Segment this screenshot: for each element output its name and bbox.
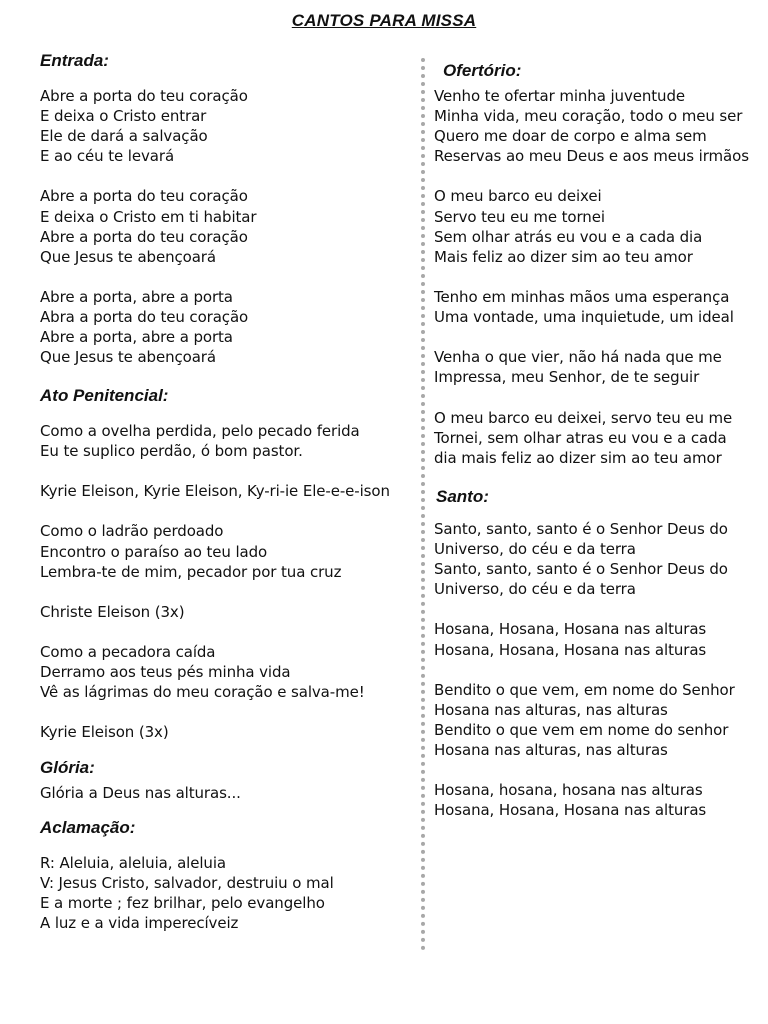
stanza-break [40, 501, 390, 521]
lyric-line: Lembra-te de mim, pecador por tua cruz [40, 562, 342, 581]
lyric-line: Ele de dará a salvação [40, 127, 208, 146]
lyrics-ofertorio [434, 86, 749, 468]
lyric-line: Christe Eleison (3x) [40, 602, 185, 621]
lyric-line: dia mais feliz ao dizer sim ao teu amor [434, 448, 722, 467]
lyric-line: Que Jesus te abençoará [40, 247, 216, 266]
lyric-line: V: Jesus Cristo, salvador, destruiu o mal [40, 874, 334, 893]
lyric-line: E ao céu te levará [40, 147, 175, 166]
lyric-line: Hosana nas alturas, nas alturas [434, 741, 668, 760]
lyric-line: Bendito o que vem em nome do senhor [434, 720, 729, 739]
lyrics-ato-penitencial [40, 421, 390, 743]
section-heading-ato-penitencial: Ato Penitencial: [40, 386, 169, 405]
lyric-line: Bendito o que vem, em nome do Senhor [434, 680, 735, 699]
stanza-break [40, 166, 256, 186]
lyric-line: Abre a porta do teu coração [40, 87, 248, 105]
lyric-line: Kyrie Eleison, Kyrie Eleison, Ky-ri-ie Ele-e-e-ison [40, 482, 390, 501]
stanza-break [40, 582, 390, 602]
lyric-line: Derramo aos teus pés minha vida [40, 663, 291, 682]
stanza-break [434, 267, 749, 287]
lyric-line: Servo teu eu me tornei [434, 207, 605, 226]
lyric-line: A luz e a vida imperecíveiz [40, 914, 239, 933]
lyric-line: Abre a porta, abre a porta [40, 287, 233, 306]
lyric-line: Universo, do céu e da terra [434, 540, 636, 559]
lyrics-gloria [40, 783, 241, 803]
section-heading-santo: Santo: [436, 487, 489, 506]
lyric-line: Reservas ao meu Deus e aos meus irmãos [434, 147, 749, 166]
lyric-line: Venho te ofertar minha juventude [434, 87, 686, 105]
lyric-line: Impressa, meu Senhor, de te seguir [434, 368, 700, 387]
lyric-line: Minha vida, meu coração, todo o meu ser [434, 107, 743, 126]
lyric-line: Que Jesus te abençoará [40, 348, 216, 367]
stanza-break [40, 622, 390, 642]
lyric-line: Como a pecadora caída [40, 643, 216, 662]
lyric-line: Quero me doar de corpo e alma sem [434, 127, 707, 146]
lyric-line: Abra a porta do teu coração [40, 308, 249, 327]
lyric-line: Hosana, Hosana, Hosana nas alturas [434, 640, 707, 659]
lyric-line: Universo, do céu e da terra [434, 580, 636, 599]
section-heading-entrada: Entrada: [40, 51, 109, 70]
lyric-line: Santo, santo, santo é o Senhor Deus do [434, 560, 728, 579]
stanza-break [434, 166, 749, 186]
stanza-break [434, 660, 735, 680]
stanza-break [434, 327, 749, 347]
lyric-line: E a morte ; fez brilhar, pelo evangelho [40, 894, 325, 913]
stanza-break [40, 267, 256, 287]
lyric-line: O meu barco eu deixei, servo teu eu me [434, 408, 733, 427]
lyric-line: Hosana, Hosana, Hosana nas alturas [434, 620, 707, 639]
lyrics-aclamacao [40, 853, 334, 933]
lyric-line: Tenho em minhas mãos uma esperança [434, 287, 730, 306]
lyric-line: Abre a porta, abre a porta [40, 328, 233, 347]
lyric-line: Hosana, hosana, hosana nas alturas [434, 781, 703, 800]
lyric-line: Tornei, sem olhar atras eu vou e a cada [434, 428, 727, 447]
stanza-break [434, 387, 749, 407]
lyric-line: E deixa o Cristo em ti habitar [40, 207, 257, 226]
lyric-line: Como a ovelha perdida, pelo pecado ferida [40, 422, 360, 440]
lyric-line: Mais feliz ao dizer sim ao teu amor [434, 247, 693, 266]
column-divider [421, 58, 425, 951]
lyric-line: Eu te suplico perdão, ó bom pastor. [40, 442, 303, 461]
lyric-line: R: Aleluia, aleluia, aleluia [40, 854, 226, 872]
lyric-line: Uma vontade, uma inquietude, um ideal [434, 308, 734, 327]
stanza-break [434, 599, 735, 619]
lyric-line: Abre a porta do teu coração [40, 187, 248, 206]
lyric-line: Sem olhar atrás eu vou e a cada dia [434, 227, 703, 246]
lyric-line: Encontro o paraíso ao teu lado [40, 542, 268, 561]
lyric-line: Como o ladrão perdoado [40, 522, 224, 541]
lyric-line: Kyrie Eleison (3x) [40, 723, 169, 742]
lyric-line: Santo, santo, santo é o Senhor Deus do [434, 520, 728, 538]
stanza-break [434, 760, 735, 780]
section-heading-aclamacao: Aclamação: [40, 818, 136, 837]
section-heading-ofertorio: Ofertório: [443, 61, 522, 80]
stanza-break [40, 702, 390, 722]
lyric-line: Hosana, Hosana, Hosana nas alturas [434, 801, 707, 820]
stanza-break [40, 461, 390, 481]
lyric-line: Vê as lágrimas do meu coração e salva-me! [40, 683, 365, 702]
lyric-line: Abre a porta do teu coração [40, 227, 248, 246]
document-title: CANTOS PARA MISSA [291, 11, 477, 30]
lyric-line: O meu barco eu deixei [434, 187, 602, 206]
section-heading-gloria: Glória: [40, 758, 95, 777]
lyric-line: Venha o que vier, não há nada que me [434, 348, 722, 367]
lyrics-entrada [40, 86, 256, 367]
lyrics-santo [434, 519, 735, 820]
lyric-line: E deixa o Cristo entrar [40, 107, 207, 126]
lyric-line: Hosana nas alturas, nas alturas [434, 700, 668, 719]
lyric-line: Glória a Deus nas alturas... [40, 784, 241, 802]
